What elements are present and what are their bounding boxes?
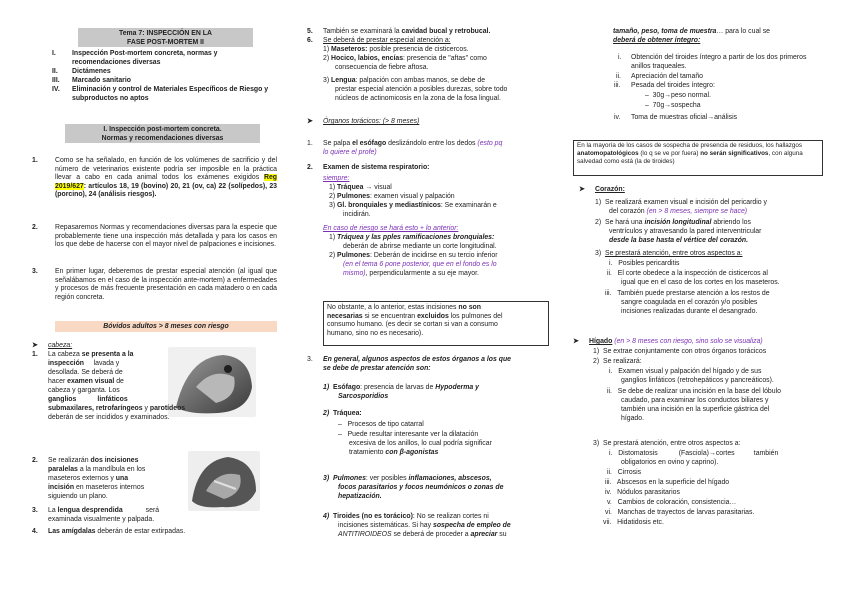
h3iii: Abscesos en la superficie del hígado (616, 479, 730, 486)
head1-m: y (144, 405, 148, 412)
e4h: su (499, 531, 507, 538)
head2-line-2 (48, 466, 145, 475)
h2ii-cont3: hígado. (621, 415, 644, 422)
toc-num-3: III. (52, 77, 60, 84)
head4-b: deberán de estar extirpadas. (97, 528, 186, 535)
h1: Se extrae conjuntamente con otros órganos torácicos (602, 348, 767, 355)
h2ii-a: Se debe de realizar una incisión en la base del lóbulo (617, 388, 781, 395)
head1-d: lavada y (93, 360, 120, 367)
head3-b: lengua desprendida (57, 507, 123, 514)
head2-e: maseteros externos y (48, 475, 114, 482)
e2-2-cont1: excesiva de los anillos, lo cual podría significar (349, 440, 492, 447)
toc-item-2: Dictámenes (72, 68, 111, 75)
c3ii-line: ii. El corte obedece a la inspección de cisticercos al (607, 270, 768, 277)
item-6-3-cont2: núcleos de actinomicosis en la zona de la fosa lingual. (335, 95, 501, 102)
s2-line: 2) Pulmones: examen visual y palpación (329, 193, 455, 200)
e4b: : No se realizan cortes ni (412, 513, 489, 520)
h2ii-cont1: caudado, para examinar los conductos biliares y (621, 397, 769, 404)
tii-text: Apreciación del tamaño (631, 73, 704, 80)
h3i-a: Distomatosis (618, 450, 658, 457)
e4-cont1 (338, 522, 511, 531)
head-line-3: desollada. Se deberá de (48, 369, 123, 376)
head3-c: será (145, 507, 160, 514)
cabeza-heading: cabeza: (48, 342, 73, 349)
l6-3a: Lengua (331, 77, 356, 84)
topic-title-box (78, 28, 253, 47)
h3i-line: i. Distomatosis (Fasciola)→cortes también (609, 450, 779, 457)
tii-num: ii. (616, 73, 621, 80)
corazon-heading: Corazón: (595, 186, 625, 193)
h2i-cont: ganglios linfáticos (retrohepáticos y pancreáticos). (621, 377, 774, 384)
topic-title-line1: Tema 7: INSPECCIÓN EN LA (119, 30, 212, 37)
ti-num: i. (618, 54, 622, 61)
g3-num: 3. (307, 356, 313, 363)
e2-line: 2) Tráquea: (323, 410, 362, 417)
r2-cont (343, 270, 479, 279)
higado: Hígado (589, 338, 613, 345)
head1-a: La cabeza (48, 351, 80, 358)
h1-line: 1) Se extrae conjuntamente con otros órganos torácicos (593, 348, 767, 355)
head2-a: Se realizarán (48, 457, 89, 464)
h3vii: Hidatidosis etc. (617, 519, 664, 526)
toc-item-1: Inspección Post-mortem concreta, normas y recomendaciones diversas (72, 50, 218, 66)
h3i-c: también (753, 450, 779, 457)
head2-g: incisión (48, 484, 75, 491)
head1-g: examen visual (67, 378, 115, 385)
c3i: Posibles pericarditis (618, 260, 680, 267)
riesgo-label: En caso de riesgo se hará esto + lo anterior: (323, 225, 459, 232)
p3-number: 3. (32, 268, 38, 275)
l6-2b: : presencia de "aftas" como (403, 55, 487, 62)
note-c: necesarias (327, 312, 363, 320)
e2-2d: con β-agonistas (385, 449, 439, 456)
item-6-3-cont1: prestar especial atención a posibles durezas, sobre todo (335, 86, 508, 93)
h3vii-line: vii. Hidatidosis etc. (603, 519, 664, 526)
t1b: … para lo cual se (716, 28, 771, 35)
head2-line-3 (48, 475, 128, 484)
head3-line-1 (48, 507, 159, 516)
box-b: anatomopatológicos (577, 150, 639, 157)
head4-a: Las amígdalas (48, 528, 96, 535)
item-6-1: 1) Maseteros: posible presencia de cisticercos. (323, 46, 469, 53)
g3-line-1: En general, algunos aspectos de estos órganos a los que (323, 356, 512, 363)
tiii-text: Pesada del tiroides íntegro: (631, 82, 715, 89)
h2i-line: i. Examen visual y palpación del hígado y de sus (609, 368, 762, 375)
p1-number: 1. (32, 157, 38, 164)
note-line-2 (327, 313, 545, 322)
e3a: Pulmones (332, 475, 366, 482)
head-num-3: 3. (32, 507, 38, 514)
o2-num: 2. (307, 164, 313, 171)
arrow-bullet: ➤ (32, 342, 38, 349)
o2-line: Examen de sistema respiratorio: (323, 164, 430, 171)
head-line-7 (48, 405, 185, 414)
head4-line (48, 528, 185, 537)
c2a: Se hará una (604, 219, 643, 226)
head3-a: La (48, 507, 56, 514)
w1-line: – 30g→peso normal. (645, 92, 711, 99)
head1-b: se presenta a la (81, 351, 134, 358)
head1-j: ganglios (48, 396, 77, 403)
e4f: se deberá de proceder a (393, 531, 469, 538)
item-6-2: 2) Hocico, labios, encías: presencia de "aftas" como (323, 55, 487, 62)
l6-2a: Hocico, labios, encías (331, 55, 404, 62)
r1a: Tráquea y las pples ramificaciones bronquiales: (337, 234, 495, 241)
item-6: Se deberá de prestar especial atención a: (323, 37, 451, 44)
o1-num: 1. (307, 140, 313, 147)
paragraph-1 (55, 157, 277, 200)
e3b: : ver posibles (365, 475, 407, 482)
toc-num-1: I. (52, 50, 56, 57)
section-heading-box (65, 124, 260, 143)
o1-a: Se palpa (323, 140, 351, 147)
e4d: sospecha de empleo de (432, 522, 511, 529)
head1-k: linfáticos (97, 396, 128, 403)
note-b: no son (458, 304, 481, 311)
head2-h: en maseteros internos (75, 484, 145, 491)
h2ii-cont2: también una incisión en la superficie gástrica del (621, 406, 770, 413)
c2c: abriendo los (713, 219, 751, 226)
r2e: , perpendicularmente a su eje mayor. (365, 270, 479, 277)
box-d: no serán significativos (700, 150, 769, 157)
h3iv: Nódulos parasitarios (617, 489, 680, 496)
e4a: Tiroides (no es torácico) (332, 513, 413, 520)
l5-a: También se examinará la (323, 28, 400, 35)
p2-number: 2. (32, 224, 38, 231)
c3iii-line: iii. También puede prestarse atención a los restos de (605, 290, 770, 297)
head1-l: submaxilares, retrofaríngeos (48, 405, 143, 412)
s1: Tráquea (337, 184, 364, 191)
item-6-3: 3) Lengua: palpación con ambas manos, se debe de (323, 77, 486, 84)
s1b: → visual (365, 184, 392, 191)
e1a: Esófago (332, 384, 361, 391)
r2a: Pulmones (337, 252, 370, 259)
h3i-cont: obligatorios en ovino y caprino). (621, 459, 719, 466)
l6-1a: Maseteros: (331, 46, 368, 53)
item-6-num: 6. (307, 37, 313, 44)
s3-cont: incidirán. (343, 211, 371, 218)
note-d: si se encuentran (364, 312, 416, 320)
e1-line: 1) Esófago: presencia de larvas de Hypoderma y (323, 384, 479, 391)
e1c: Hypoderma y (435, 384, 479, 391)
e1-cont: Sarcosporidios (338, 393, 389, 400)
section-heading-line1: I. Inspección post-mortem concreta. (103, 126, 222, 133)
c3i-line: i. Posibles pericarditis (609, 260, 680, 267)
w2: 70g→sospecha (652, 102, 701, 109)
item-5 (323, 28, 490, 37)
h3-line: 3) Se prestará atención, entre otros aspectos a: (593, 440, 741, 447)
organos-heading: Órganos torácicos: (> 8 meses) (323, 118, 420, 125)
head2-line-1 (48, 457, 138, 466)
c1b: del corazón (609, 208, 645, 215)
note-f: los pulmones del (450, 312, 503, 320)
e3-line: 3) Pulmones: ver posibles inflamaciones, abscesos, (323, 475, 492, 482)
e3c: inflamaciones, abscesos, (408, 475, 492, 482)
h3vi: Manchas de trayectos de larvas parasitarias. (617, 509, 755, 516)
e2-2: – Puede resultar interesante ver la dilatación (338, 431, 479, 438)
r2-line: 2) Pulmones: Deberán de incidirse en su tercio inferior (329, 252, 498, 259)
organos-arrow: ➤ (307, 118, 313, 125)
tiii-num: iii. (614, 82, 621, 89)
c1-line: 1) Se realizará examen visual e incisión del pericardio y (595, 199, 767, 206)
p1-articles: : artículos 18, 19 (bovino) 20, 21 (ov, ca) 22 (solípedos), 23 (porcino), 24 (análisis riesgos). (55, 182, 277, 199)
item-6-2-cont: consecuencia de fiebre aftosa. (335, 64, 429, 71)
e2-1: – Procesos de tipo catarral (338, 421, 424, 428)
o1-d: (esto pq (477, 140, 503, 147)
head-line-5: cabeza y garganta. Los (48, 387, 120, 394)
e2-2a: Puede resultar interesante ver la dilatación (347, 431, 479, 438)
head1-n: parotídeos (149, 405, 186, 412)
note-a: No obstante, a lo anterior, estas incisiones (327, 304, 457, 311)
l5-b: cavidad bucal y retrobucal. (401, 28, 491, 35)
head1-f: hacer (48, 378, 66, 385)
corazon-arrow: ➤ (579, 186, 585, 193)
h3v-line: v. Cambios de coloración, consistencia… (607, 499, 737, 506)
e4g: apreciar (470, 531, 498, 538)
h3v: Cambios de coloración, consistencia… (617, 499, 737, 506)
c3ii-cont: igual que en el caso de los cortes en los maseteros. (621, 279, 780, 286)
note-line-1 (327, 304, 545, 313)
head-num-1: 1. (32, 351, 38, 358)
head-line-8: deberán de ser incididos y examinados. (48, 414, 170, 421)
s1-line: 1) Tráquea → visual (329, 184, 392, 191)
e2: Tráquea: (332, 410, 362, 417)
c2-line: 2) Se hará una incisión longitudinal abriendo los (595, 219, 751, 226)
o1-note: lo quiere el profe) (323, 149, 377, 156)
r2d: mismo) (343, 270, 366, 277)
head2-line-4 (48, 484, 144, 493)
e3-cont1: focos parasitarios y focos neumónicos o zonas de (338, 484, 504, 491)
topic-title-line2: FASE POST-MORTEM II (127, 39, 204, 46)
t1-line (613, 28, 770, 37)
r1-cont: deberán de abrirse mediante un corte longitudinal. (343, 243, 497, 250)
h2i-a: Examen visual y palpación del hígado y de sus (618, 368, 762, 375)
r1-line: 1) Tráquea y las pples ramificaciones bronquiales: (329, 234, 495, 241)
note-e: excluidos (417, 312, 449, 320)
box-c: (lo q se ve por fuera) (640, 150, 699, 157)
l6-1b: posible presencia de cisticercos. (369, 46, 469, 53)
higado-note: (en > 8 meses con riesgo, sino solo se visualiza) (614, 338, 763, 345)
h2: Se realizará: (602, 358, 642, 365)
s2: Pulmones (337, 193, 370, 200)
toc-num-2: II. (52, 68, 58, 75)
r2b: : Deberán de incidirse en su tercio inferior (369, 252, 498, 259)
s3a: Gl. bronquiales y mediastínicos (337, 202, 441, 209)
siempre-label: siempre: (323, 175, 350, 182)
note-line-3: consumo humano. (es decir se cortan si van a consumo (327, 321, 498, 329)
head-line-4 (48, 378, 124, 387)
head-line-2 (48, 360, 119, 369)
s2b: : examen visual y palpación (369, 193, 455, 200)
o1-b: el esófago (352, 140, 387, 147)
c3-line: 3) Se prestará atención, entre otros aspectos a: (595, 250, 743, 257)
head2-d: a la mandíbula en los (79, 466, 146, 473)
toc-num-4: IV. (52, 86, 60, 93)
paragraph-2: Repasaremos Normas y recomendaciones diversas para la especie que probablemente tiene una inspección más detallada y para los casos en los que debe de hacerse con el mayor nivel de palpaciones e incisiones. (55, 224, 277, 249)
regulation-highlight: Reg 2019/627 (55, 174, 277, 190)
residues-box (573, 140, 823, 176)
e2-1-text: Procesos de tipo catarral (347, 421, 424, 428)
e1b: : presencia de larvas de (360, 384, 434, 391)
head-line-6 (48, 396, 128, 405)
tiv-text: Toma de muestras oficial→análisis (631, 114, 738, 121)
e2-2-cont2 (349, 449, 438, 458)
h2ii-line: ii. Se debe de realizar una incisión en la base del lóbulo (607, 388, 781, 395)
note-box (323, 301, 549, 346)
e4-cont2 (338, 531, 507, 540)
box-a: En la mayoría de los casos de sospecha de presencia de residuos, los hallazgos (577, 142, 803, 149)
p1-text: Como se ha señalado, en función de los volúmenes de sacrificio y del número de veterinarios existente podría ser imposible en la práctica llevar a cabo en cada animal todos los exámenes exigidos (55, 157, 277, 182)
c3ii-a: El corte obedece a la inspección de cisticercos al (617, 270, 768, 277)
o1-c: deslizándolo entre los dedos (388, 140, 476, 147)
c1-cont (609, 208, 747, 217)
e4c: incisiones sistemáticas. Si hay (338, 522, 432, 529)
e4-line: 4) Tiroides (no es torácico): No se realizan cortes ni (323, 513, 489, 520)
item-5-num: 5. (307, 28, 313, 35)
c3iii-cont2: incisiones realizadas durante el desangrado. (621, 308, 758, 315)
e3-cont2: hepatización. (338, 493, 382, 500)
c1a: Se realizará examen visual e incisión del pericardio y (604, 199, 767, 206)
bovidos-banner: Bóvidos adultos > 8 meses con riesgo (55, 321, 277, 332)
head2-f: una (115, 475, 129, 482)
head2-b: dos incisiones (90, 457, 139, 464)
r2-note: (en el tema 6 pone posterior, que en el fondo es lo (343, 261, 497, 268)
head-num-2: 2. (32, 457, 38, 464)
c2-cont1: ventrículos y atravesando la pared interventricular (609, 228, 762, 235)
c3iii-cont1: sangre coagulada en el corazón y/o posibles (621, 299, 758, 306)
t1a: tamaño, peso, toma de muestra (613, 28, 717, 35)
s3-line: 3) Gl. bronquiales y mediastínicos: Se examinarán e (329, 202, 497, 209)
h2-line: 2) Se realizará: (593, 358, 642, 365)
head-num-4: 4. (32, 528, 38, 535)
head2-c: paralelas (48, 466, 78, 473)
c1c: (en > 8 meses, siempre se hace) (646, 208, 748, 215)
e4e: ANTITIROIDEOS (338, 531, 392, 538)
o1-line (323, 140, 502, 149)
ti-text: Obtención del tiroides íntegro a partir de los dos primeros anillos traqueales. (631, 54, 807, 70)
toc-item-4: Eliminación y control de Materiales Específicos de Riesgo y subproductos no aptos (72, 86, 269, 102)
paragraph-3: En primer lugar, deberemos de prestar especial atención (al igual que señalábamos en el caso de la inspección ante-mortem) a enfermedades y procesos de más frecuente presentación en cada matadero o en cada región concreta. (55, 268, 277, 301)
head1-h: de (116, 378, 124, 385)
s3b: : Se examinarán e (440, 202, 497, 209)
c2-cont2: desde la base hasta el vértice del corazón. (609, 237, 749, 244)
toc-item-3: Marcado sanitario (72, 77, 131, 84)
h3: Se prestará atención, entre otros aspectos a: (602, 440, 741, 447)
head3-line-2: examinada visualmente y palpada. (48, 516, 155, 523)
h3vi-line: vi. Manchas de trayectos de larvas parasitarias. (605, 509, 755, 516)
mandible-incision-photo (188, 451, 260, 511)
c2b: incisión longitudinal (644, 219, 712, 226)
c3: Se prestará atención, entre otros aspectos a: (604, 250, 743, 257)
tiv-num: iv. (614, 114, 621, 121)
l6-3b: : palpación con ambas manos, se debe de (355, 77, 486, 84)
c3iii-a: También puede prestarse atención a los restos de (617, 290, 770, 297)
head-line-1 (48, 351, 133, 360)
h3ii-line: ii. Cirrosis (607, 469, 642, 476)
e2-2c: tratamiento (349, 449, 384, 456)
h3i-b: (Fasciola)→cortes (678, 450, 735, 457)
higado-arrow: ➤ (573, 338, 579, 345)
g3-line-2: se debe de prestar atención son: (323, 365, 431, 372)
h3iv-line: iv. Nódulos parasitarios (605, 489, 680, 496)
h3ii: Cirrosis (617, 469, 642, 476)
head2-line-5: siguiendo un plano. (48, 493, 108, 500)
higado-heading (589, 338, 763, 347)
h3iii-line: iii. Abscesos en la superficie del hígado (605, 479, 730, 486)
section-heading-line2: Normas y recomendaciones diversas (101, 135, 224, 142)
note-line-4: humano, sino no es necesario). (327, 329, 424, 337)
w2-line: – 70g→sospecha (645, 102, 701, 109)
box-e: , con alguna salvedad como está (la de tiroides) (577, 150, 803, 165)
t1-cont: deberá de obtener íntegro: (613, 37, 701, 44)
head1-c: inspección (48, 360, 84, 367)
w1: 30g→peso normal. (652, 92, 711, 99)
